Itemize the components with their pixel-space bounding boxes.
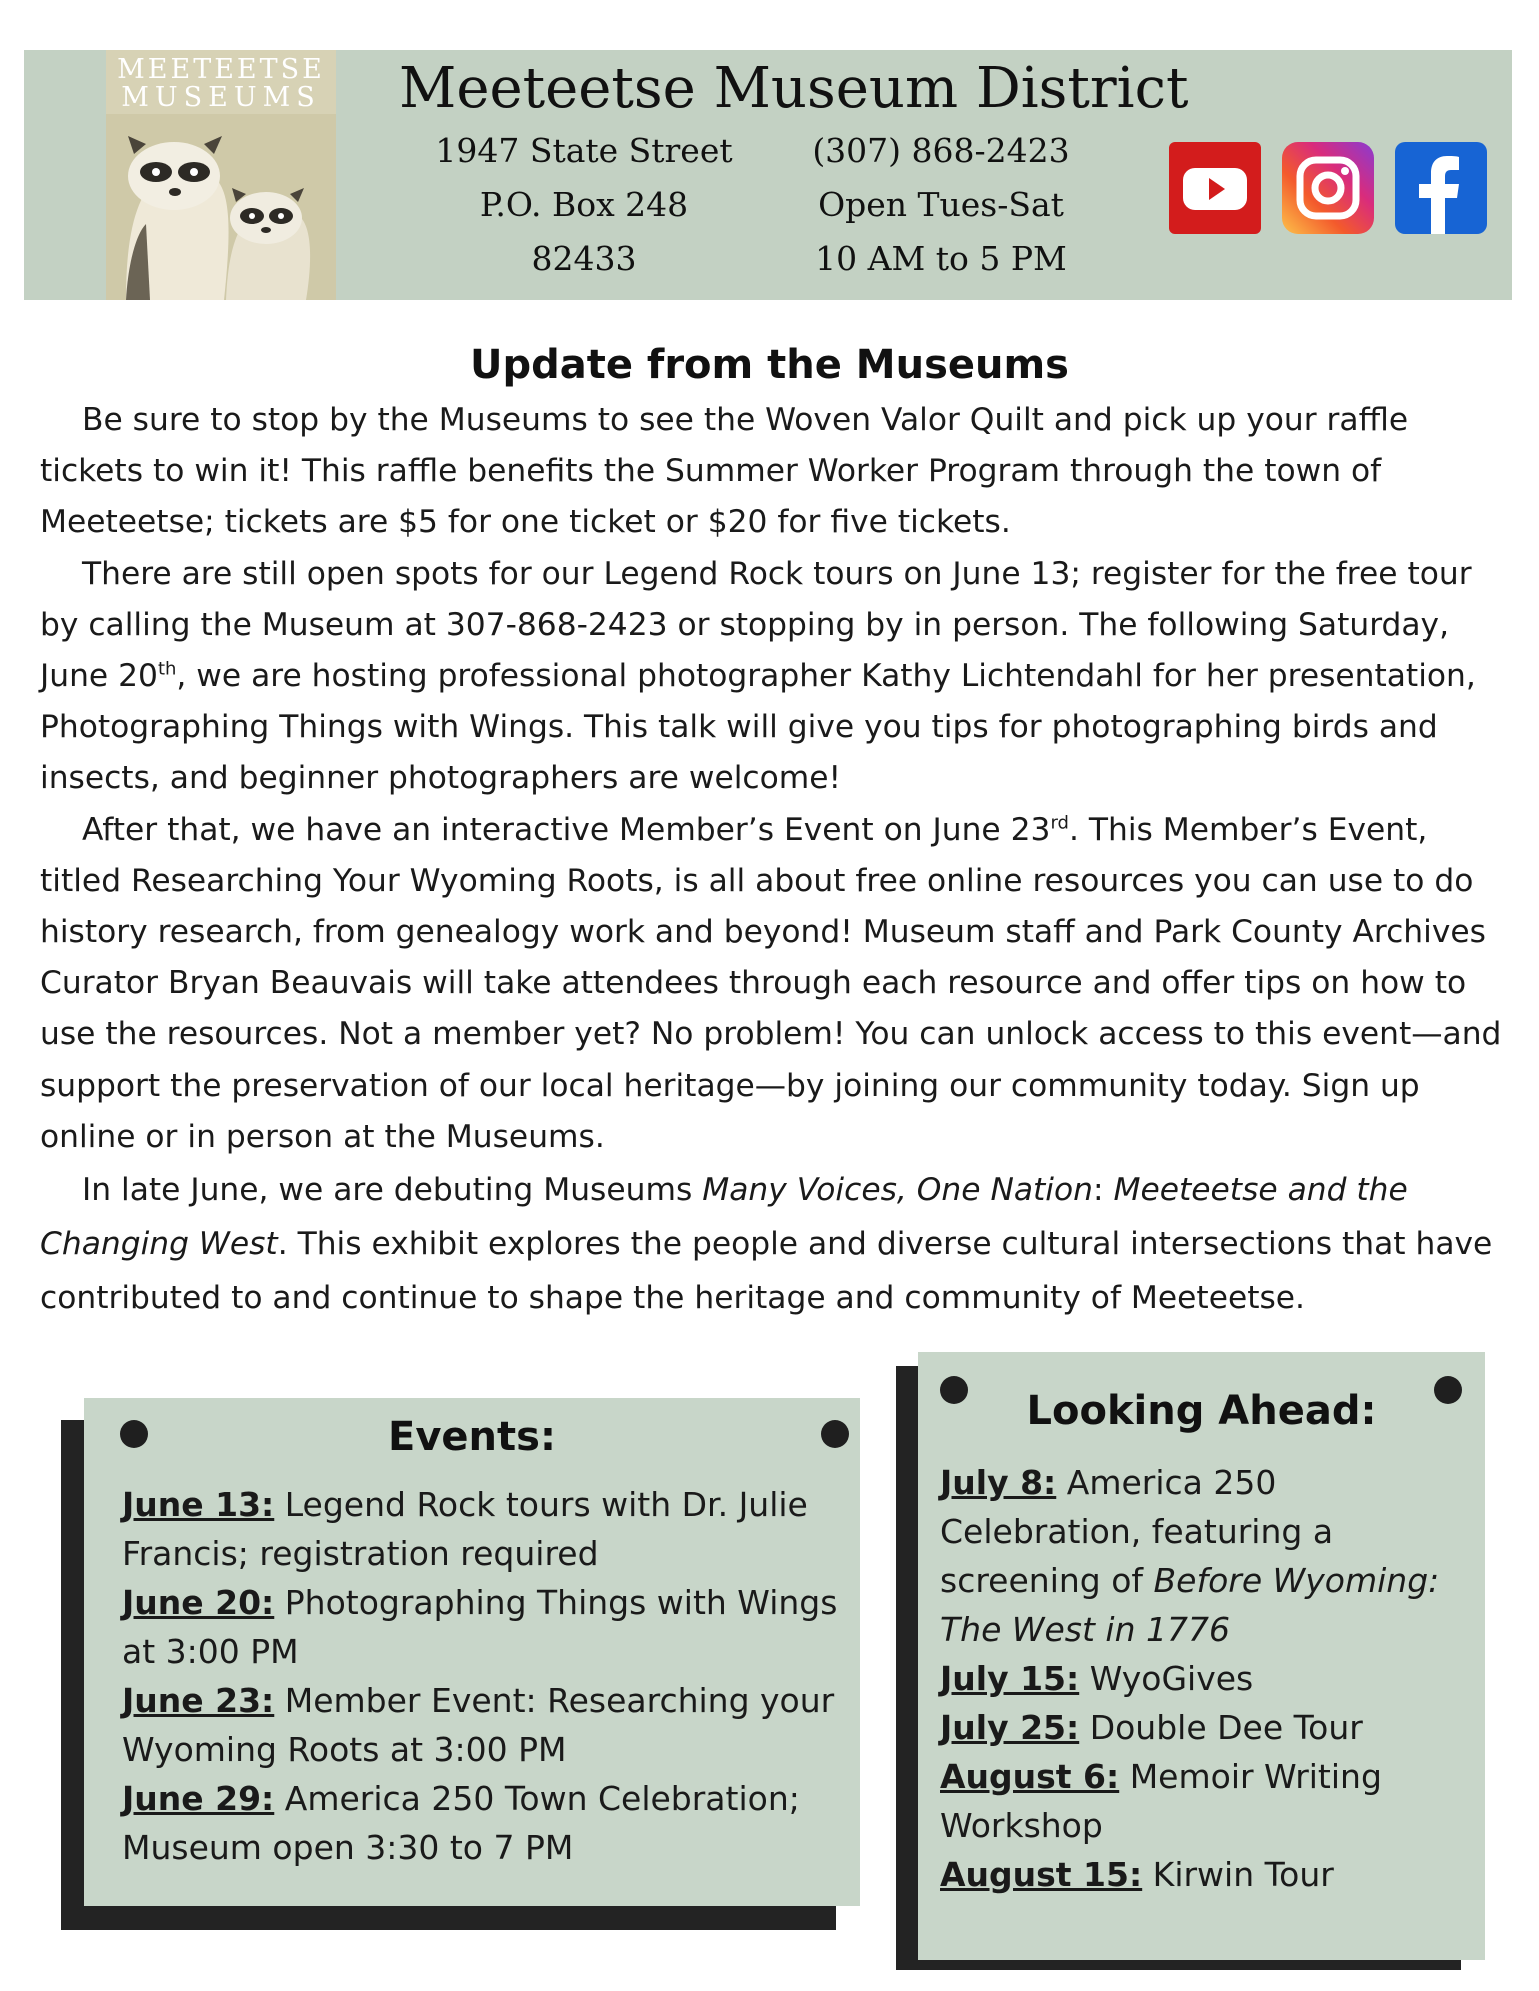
film-title-part1: Before Wyoming: [1153, 1561, 1429, 1600]
address-street: 1947 State Street: [435, 131, 733, 170]
address-zip: 82433: [531, 239, 637, 278]
page-title: Meeteetse Museum District: [399, 56, 1189, 121]
facebook-icon[interactable]: [1395, 142, 1487, 234]
ahead-date: August 15:: [940, 1855, 1143, 1894]
paragraph-1-text: Be sure to stop by the Museums to see the Woven Valor Quilt and pick up your raffle tickets to win it! This raffle benefits the Summer Worker Program through the town of Meeteetse; tickets are $5 for one ticket or $20 for five tickets.: [40, 402, 1409, 541]
update-paragraph-2: [40, 549, 1510, 805]
superscript-rd: rd: [1050, 812, 1069, 834]
ahead-list: [940, 1458, 1470, 1899]
list-item: [940, 1458, 1470, 1654]
address-block: [424, 124, 744, 286]
ahead-text: Double Dee Tour: [1079, 1708, 1363, 1747]
museum-logo: [106, 50, 336, 300]
event-date: June 20:: [122, 1583, 275, 1622]
update-paragraph-1: [40, 395, 1510, 549]
header-banner: [24, 50, 1512, 300]
ferrets-illustration: [106, 114, 336, 300]
address-po-box: P.O. Box 248: [479, 185, 689, 224]
ahead-text: Memoir Writing Workshop: [940, 1757, 1382, 1845]
exhibit-title-part2: Meeteetse and the Changing West: [40, 1172, 1408, 1263]
ahead-date: July 15:: [940, 1659, 1080, 1698]
events-box: [84, 1398, 860, 1906]
paragraph-2-text-a: There are still open spots for our Legend Rock tours on June 13; register for the free tour by calling the Museum at 307-868-2423 or stopping by in person. The following Saturday, June 20: [40, 555, 1472, 695]
list-item: [940, 1654, 1470, 1703]
event-date: June 29:: [122, 1779, 275, 1818]
list-item: [122, 1480, 842, 1578]
list-item: [940, 1752, 1470, 1850]
ahead-date: July 25:: [940, 1708, 1080, 1747]
contact-block: [776, 124, 1106, 286]
contact-hours: 10 AM to 5 PM: [815, 239, 1067, 278]
logo-text-line2: MUSEUMS: [121, 82, 321, 113]
exhibit-title-part1: Many Voices, One Nation: [702, 1172, 1093, 1209]
event-text: America 250 Town Celebration; Museum open 3:30 to 7 PM: [122, 1779, 800, 1867]
list-item: [122, 1676, 842, 1774]
youtube-icon[interactable]: [1169, 142, 1261, 234]
list-item: [940, 1703, 1470, 1752]
paragraph-3-text-a: After that, we have an interactive Member’s Event on June 23: [82, 811, 1051, 848]
update-paragraph-3: [40, 805, 1510, 1163]
superscript-th: th: [157, 658, 177, 680]
paragraph-2-text-b: , we are hosting professional photographer Kathy Lichtendahl for her presentation, Photographing Things with Wings. This talk will give you tips for photographing birds and insects, and beginner photographers are welcome!: [40, 658, 1476, 797]
update-heading: Update from the Museums: [470, 342, 1069, 388]
list-item: [940, 1850, 1470, 1899]
event-text: Member Event: Researching your Wyoming Roots at 3:00 PM: [122, 1681, 835, 1769]
update-paragraph-4: [40, 1163, 1510, 1325]
event-text: Legend Rock tours with Dr. Julie Francis; registration required: [122, 1485, 808, 1573]
list-item: [122, 1578, 842, 1676]
paragraph-3-text-b: . This Member’s Event, titled Researching Your Wyoming Roots, is all about free online resources you can use to do history research, from genealogy work and beyond! Museum staff and Park County Archives Curator Bryan Beauvais will take attendees through each resource and offer tips on how to use the resources. Not a member yet? No problem! You can unlock access to this event—and support the preservation of our local heritage—by joining our community today. Sign up online or in person at the Museums.: [40, 811, 1502, 1155]
ahead-text: WyoGives: [1079, 1659, 1254, 1698]
ahead-text: America 250 Celebration, featuring a screening of: [940, 1463, 1334, 1600]
ahead-date: July 8:: [940, 1463, 1057, 1502]
list-item: [122, 1774, 842, 1872]
ahead-text: Kirwin Tour: [1142, 1855, 1334, 1894]
ahead-box: [918, 1352, 1485, 1960]
film-title-sep: :: [1428, 1561, 1440, 1600]
events-heading: Events:: [388, 1414, 556, 1460]
update-body: [40, 395, 1510, 1325]
event-date: June 13:: [122, 1485, 275, 1524]
logo-text-line1: MEETEETSE: [117, 54, 325, 85]
event-text: Photographing Things with Wings at 3:00 PM: [122, 1583, 838, 1671]
ahead-date: August 6:: [940, 1757, 1120, 1796]
paragraph-4-colon: :: [1093, 1172, 1114, 1209]
contact-phone: (307) 868-2423: [812, 131, 1070, 170]
film-title-part2: The West in 1776: [940, 1610, 1230, 1649]
event-date: June 23:: [122, 1681, 275, 1720]
paragraph-4-text-a: In late June, we are debuting Museums: [82, 1172, 703, 1209]
events-list: [122, 1480, 842, 1872]
contact-days: Open Tues-Sat: [818, 185, 1064, 224]
ahead-heading: Looking Ahead:: [1026, 1388, 1377, 1434]
paragraph-4-text-c: . This exhibit explores the people and diverse cultural intersections that have contributed to and continue to shape the heritage and community of Meeteetse.: [40, 1226, 1493, 1317]
instagram-icon[interactable]: [1282, 142, 1374, 234]
